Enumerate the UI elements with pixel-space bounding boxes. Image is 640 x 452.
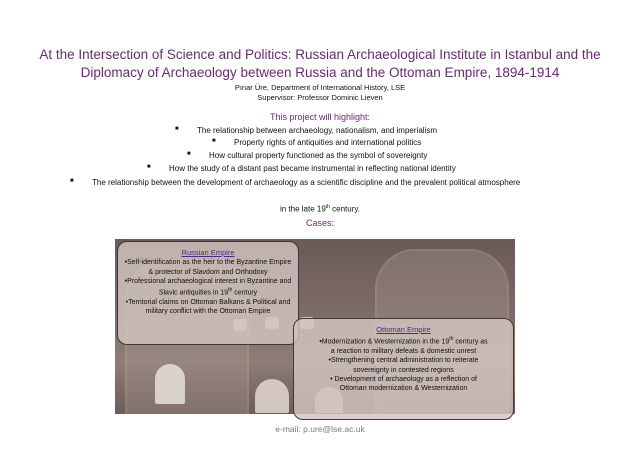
ottoman-empire-title: Ottoman Empire — [376, 325, 431, 334]
bullet-icon: ■ — [187, 151, 191, 157]
supervisor-name: Supervisor: Professor Dominic Lieven — [257, 93, 383, 102]
title-line-1: At the Intersection of Science and Politics: Russian Archaeological Institute in Istanbul and the — [39, 47, 601, 62]
russian-empire-title: Russian Empire — [181, 248, 235, 257]
title-line-2: Diplomacy of Archaeology between Russia and the Ottoman Empire, 1894-1914 — [80, 65, 560, 80]
poster-title — [0, 46, 640, 82]
ottoman-empire-box: Ottoman Empire •Modernization & Westernization in the 19th century as a reaction to military defeats & domestic unrest •Strengthening central administration to reiterate sovereignty in contested regions • Development of archaeology as a reflection of Ottoman modernization & Westernization — [293, 318, 514, 420]
highlights-heading: This project will highlight: — [269, 112, 371, 122]
bullet-icon: ■ — [212, 138, 216, 144]
highlight-continuation: in the late 19th century. — [279, 204, 361, 214]
russian-empire-box: Russian Empire •Self-identification as the heir to the Byzantine Empire & protector of Slavdom and Orthodoxy •Professional archaeological interest in Byzantine and Slavic antiquities in 19th century •Territorial claims on Ottoman Balkans & Political and military conflict with the Ottoman Empire — [117, 241, 299, 345]
author-block — [0, 83, 640, 103]
bullet-icon: ■ — [147, 164, 151, 170]
bullet-icon: ■ — [175, 126, 179, 132]
bullet-icon: ■ — [70, 178, 74, 184]
author-name: Pınar Üre, Department of International History, LSE — [234, 83, 406, 92]
contact-email: e-mail: p.ure@lse.ac.uk — [275, 424, 365, 434]
cases-heading: Cases: — [305, 218, 334, 228]
